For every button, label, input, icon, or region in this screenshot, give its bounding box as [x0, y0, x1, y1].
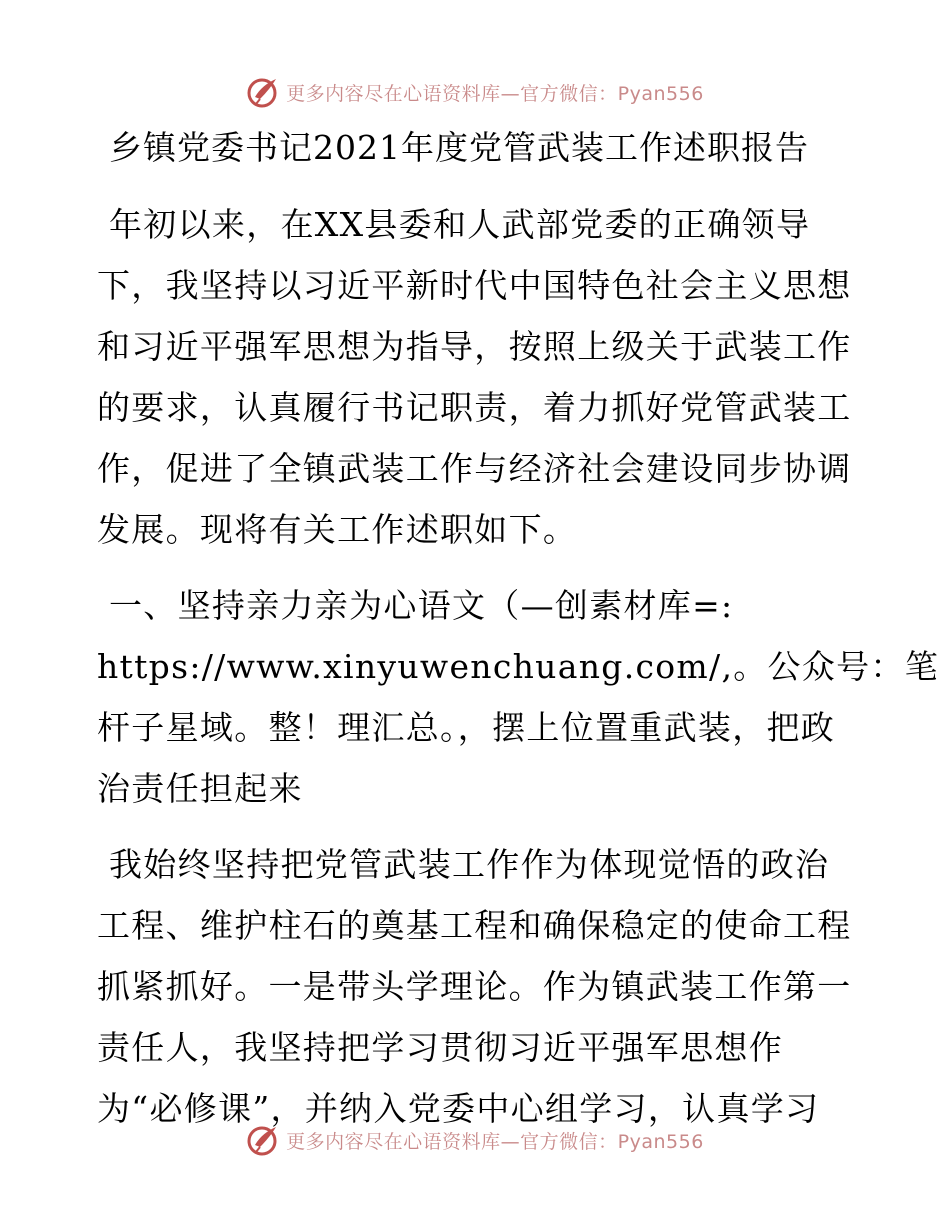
paragraph-line: 治责任担起来 [97, 769, 303, 808]
document-body [97, 120, 940, 1139]
paragraph-line: 一、坚持亲力亲为心语文（—创素材库=: [109, 586, 734, 625]
quill-logo-icon [246, 75, 280, 109]
paragraph-line: 的要求，认真履行书记职责，着力抓好党管武装工 [97, 388, 852, 427]
paragraph-line: 发展。现将有关工作述职如下。 [97, 510, 578, 549]
watermark-footer [0, 1120, 950, 1160]
paragraph-section-1-body [97, 834, 852, 1139]
paragraph-line: 年初以来，在XX县委和人武部党委的正确领导 [109, 205, 811, 244]
paragraph-line: 抓紧抓好。一是带头学理论。作为镇武装工作第一 [97, 967, 852, 1006]
watermark-text: 更多内容尽在心语资料库—官方微信：Pyan556 [286, 82, 704, 105]
paragraph-line: https://www.xinyuwenchuang.com/,。公众号：笔 [97, 647, 940, 686]
paragraph-line: 和习近平强军思想为指导，按照上级关于武装工作 [97, 327, 852, 366]
paragraph-line: 工程、维护柱石的奠基工程和确保稳定的使命工程 [97, 906, 852, 945]
paragraph-line: 责任人，我坚持把学习贯彻习近平强军思想作 [97, 1028, 783, 1067]
paragraph-intro [97, 194, 852, 560]
paragraph-line: 杆子星域。整！理汇总。，摆上位置重武装，把政 [97, 708, 836, 747]
watermark-header [0, 72, 950, 112]
document-title: 乡镇党委书记2021年度党管武装工作述职报告 [109, 128, 809, 167]
paragraph-line: 我始终坚持把党管武装工作作为体现觉悟的政治 [109, 845, 830, 884]
paragraph-line: 下，我坚持以习近平新时代中国特色社会主义思想 [97, 266, 852, 305]
quill-logo-icon [246, 1123, 280, 1157]
watermark-text: 更多内容尽在心语资料库—官方微信：Pyan556 [286, 1130, 704, 1153]
paragraph-line: 为“必修课”，并纳入党委中心组学习，认真学习 [97, 1089, 820, 1128]
section-heading-1 [97, 575, 940, 819]
paragraph-line: 作，促进了全镇武装工作与经济社会建设同步协调 [97, 449, 852, 488]
